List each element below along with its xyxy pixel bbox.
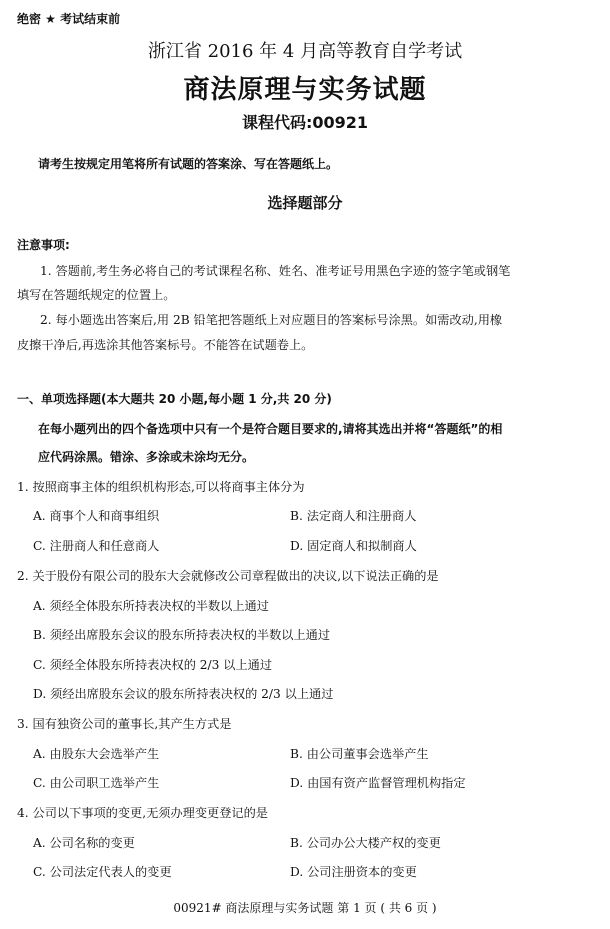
page-footer: 00921# 商法原理与实务试题 第 1 页 ( 共 6 页 ) [173,901,437,915]
secret-mark: 绝密 ★ 考试结束前 [17,12,121,26]
question-stem: 3. 国有独资公司的董事长,其产生方式是 [17,717,232,731]
question-option: B. 由公司董事会选举产生 [290,747,429,761]
question-option: B. 公司办公大楼产权的变更 [290,836,441,850]
question-option: C. 须经全体股东所持表决权的 2/3 以上通过 [33,658,273,672]
notes-heading: 注意事项: [17,238,70,252]
question-option: B. 须经出席股东会议的股东所持表决权的半数以上通过 [33,628,331,642]
question-stem: 1. 按照商事主体的组织机构形态,可以将商事主体分为 [17,480,305,494]
note-line: 2. 每小题选出答案后,用 2B 铅笔把答题纸上对应题目的答案标号涂黑。如需改动,用橡 [40,313,503,327]
note-line: 填写在答题纸规定的位置上。 [17,288,176,302]
question-option: B. 法定商人和注册商人 [290,509,417,523]
question-option: D. 由国有资产监督管理机构指定 [290,776,466,790]
question-option: A. 须经全体股东所持表决权的半数以上通过 [33,599,269,613]
exam-name: 浙江省 2016 年 4 月高等教育自学考试 [147,41,463,62]
part-title: 选择题部分 [267,194,343,212]
section-description: 应代码涂黑。错涂、多涂或未涂均无分。 [38,450,255,464]
question-stem: 2. 关于股份有限公司的股东大会就修改公司章程做出的决议,以下说法正确的是 [17,569,439,583]
question-option: C. 由公司职工选举产生 [33,776,160,790]
section-description: 在每小题列出的四个备选项中只有一个是符合题目要求的,请将其选出并将“答题纸”的相 [38,422,503,436]
question-option: A. 公司名称的变更 [33,836,135,850]
course-code: 课程代码:00921 [241,113,369,132]
question-option: C. 注册商人和任意商人 [33,539,160,553]
paper-title: 商法原理与实务试题 [183,75,427,105]
section-heading: 一、单项选择题(本大题共 20 小题,每小题 1 分,共 20 分) [17,392,332,406]
question-option: A. 商事个人和商事组织 [33,509,160,523]
question-option: D. 公司注册资本的变更 [290,865,417,879]
answer-instruction: 请考生按规定用笔将所有试题的答案涂、写在答题纸上。 [38,157,339,171]
question-stem: 4. 公司以下事项的变更,无须办理变更登记的是 [17,806,268,820]
question-option: D. 固定商人和拟制商人 [290,539,417,553]
question-option: A. 由股东大会选举产生 [33,747,160,761]
question-option: C. 公司法定代表人的变更 [33,865,172,879]
note-line: 皮擦干净后,再选涂其他答案标号。不能答在试题卷上。 [17,338,314,352]
note-line: 1. 答题前,考生务必将自己的考试课程名称、姓名、准考证号用黑色字迹的签字笔或钢笔 [40,264,511,278]
question-option: D. 须经出席股东会议的股东所持表决权的 2/3 以上通过 [33,687,334,701]
